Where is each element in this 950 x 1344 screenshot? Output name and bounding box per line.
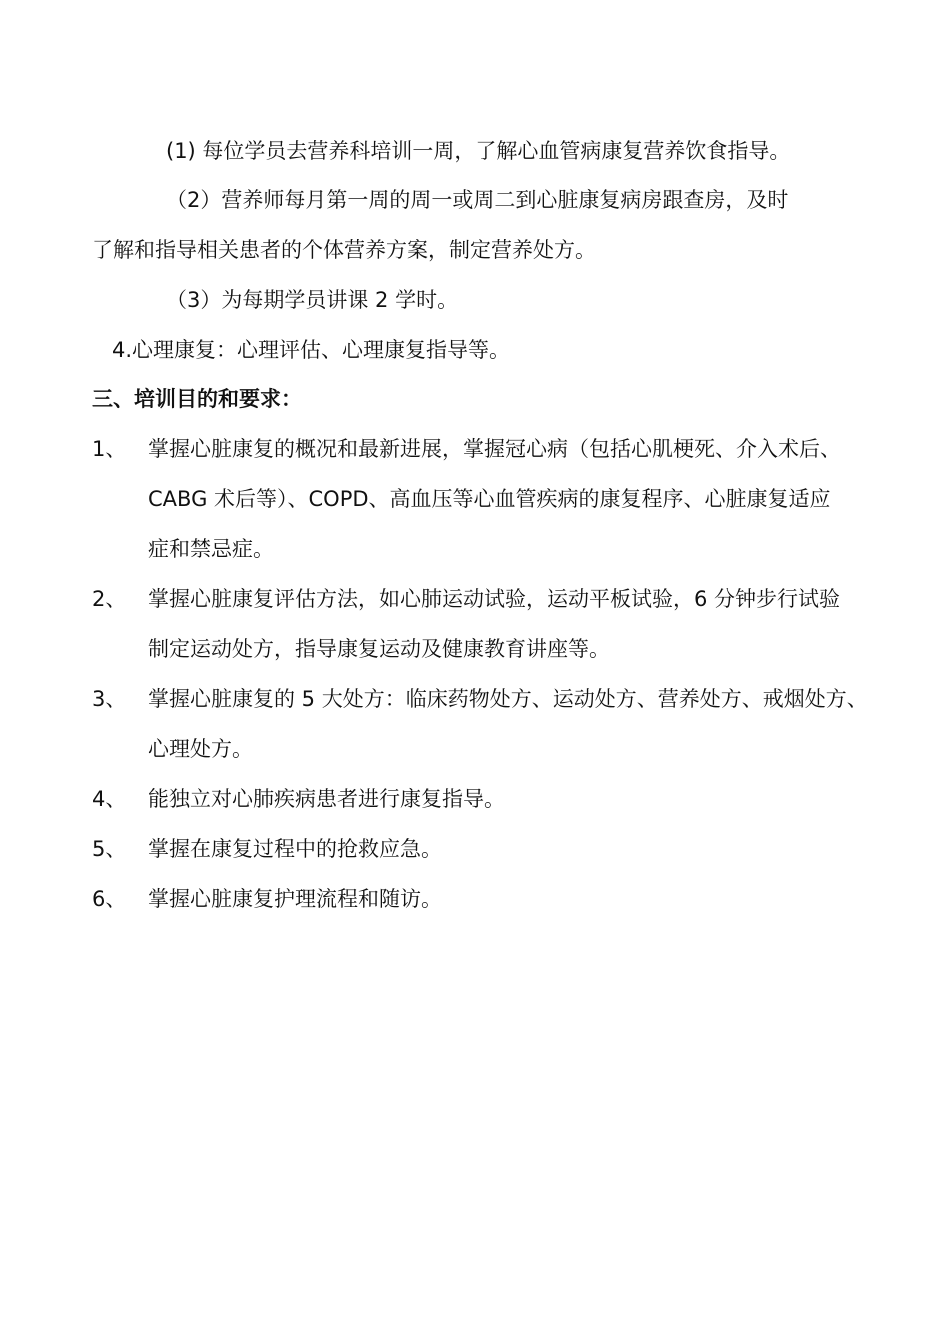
requirement-5-line-1: 掌握在康复过程中的抢救应急。	[148, 837, 442, 861]
requirement-number-2: 2、	[92, 587, 127, 611]
requirement-number-3: 3、	[92, 687, 127, 711]
section-title: 三、培训目的和要求：	[92, 387, 302, 411]
psychology-rehab: 4.心理康复：心理评估、心理康复指导等。	[112, 338, 511, 362]
requirement-3-line-1: 掌握心脏康复的 5 大处方：临床药物处方、运动处方、营养处方、戒烟处方、	[148, 687, 868, 711]
nutrition-item-2-line-1: （2）营养师每月第一周的周一或周二到心脏康复病房跟查房，及时	[166, 188, 789, 212]
requirement-6-line-1: 掌握心脏康复护理流程和随访。	[148, 887, 442, 911]
nutrition-item-2-line-2: 了解和指导相关患者的个体营养方案，制定营养处方。	[92, 238, 596, 262]
requirement-number-5: 5、	[92, 837, 127, 861]
requirement-1-line-1: 掌握心脏康复的概况和最新进展，掌握冠心病（包括心肌梗死、介入术后、	[148, 437, 841, 461]
requirement-number-1: 1、	[92, 437, 127, 461]
requirement-2-line-1: 掌握心脏康复评估方法，如心肺运动试验，运动平板试验，6 分钟步行试验	[148, 587, 841, 611]
requirement-1-line-3: 症和禁忌症。	[148, 537, 274, 561]
nutrition-item-1: (1) 每位学员去营养科培训一周，了解心血管病康复营养饮食指导。	[166, 139, 791, 163]
requirement-2-line-2: 制定运动处方，指导康复运动及健康教育讲座等。	[148, 637, 610, 661]
nutrition-item-3: （3）为每期学员讲课 2 学时。	[166, 288, 459, 312]
requirement-number-6: 6、	[92, 887, 127, 911]
requirement-1-line-2: CABG 术后等）、COPD、高血压等心血管疾病的康复程序、心脏康复适应	[148, 487, 831, 511]
requirement-number-4: 4、	[92, 787, 127, 811]
requirement-4-line-1: 能独立对心肺疾病患者进行康复指导。	[148, 787, 505, 811]
requirement-3-line-2: 心理处方。	[148, 737, 253, 761]
